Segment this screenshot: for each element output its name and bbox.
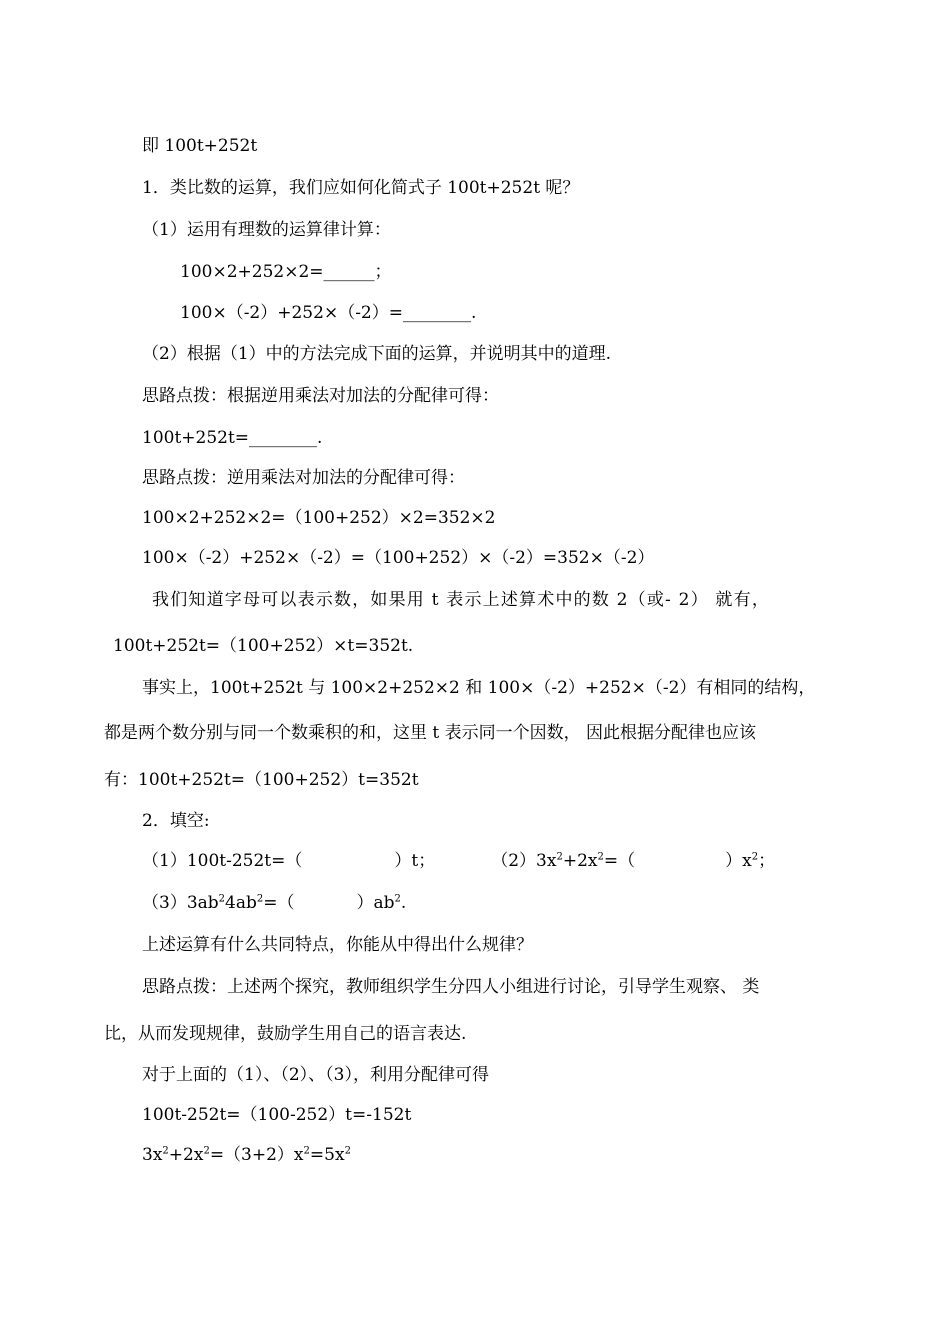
text-fragment: ）x	[725, 851, 752, 871]
text-line: 思路点拨：逆用乘法对加法的分配律可得：	[142, 468, 465, 488]
text-fragment: +2x	[168, 1145, 204, 1165]
text-line: （1）运用有理数的运算律计算：	[142, 220, 391, 240]
exponent: 2	[751, 851, 759, 863]
text-fragment: 3x	[142, 1145, 163, 1165]
text-line: 都是两个数分别与同一个数乘积的和，这里 t 表示同一个因数， 因此根据分配律也应该	[104, 723, 757, 743]
text-line: 上述运算有什么共同特点，你能从中得出什么规律？	[142, 935, 533, 955]
text-line: 即 100t+252t	[142, 136, 258, 156]
text-line: 思路点拨：上述两个探究，教师组织学生分四人小组进行讨论，引导学生观察、 类	[142, 977, 760, 997]
text-line: 100×2+252×2=______；	[180, 262, 392, 282]
exponent: 2	[256, 893, 264, 905]
text-line: 比，从而发现规律，鼓励学生用自己的语言表达.	[104, 1024, 467, 1044]
text-fragment: ）ab	[356, 893, 395, 913]
text-line: 100×2+252×2=（100+252）×2=352×2	[142, 508, 496, 528]
text-line: 有：100t+252t=（100+252）t=352t	[104, 770, 419, 790]
exponent: 2	[218, 893, 226, 905]
text-line: 100t+252t=（100+252）×t=352t.	[113, 636, 414, 656]
text-line: 100×（-2）+252×（-2）=________.	[180, 303, 477, 323]
exponent: 2	[394, 893, 401, 905]
text-line: 对于上面的（1）、（2）、（3），利用分配律可得	[142, 1065, 489, 1085]
exponent: 2	[162, 1145, 169, 1157]
text-fragment: .	[400, 893, 407, 913]
text-line: 我们知道字母可以表示数，如果用 t 表示上述算术中的数 2（或- 2） 就有，	[152, 590, 771, 610]
text-fragment: ；	[758, 851, 776, 871]
text-fragment: （2）3x	[491, 851, 557, 871]
text-fragment: ）t；	[394, 851, 436, 871]
text-line: 事实上，100t+252t 与 100×2+252×2 和 100×（-2）+252×（-2）有相同的结构，	[142, 678, 816, 698]
fill-blank-line-3	[142, 893, 406, 913]
fill-blank-line-1-2	[142, 851, 775, 871]
formula-line	[142, 1145, 351, 1165]
text-line: 100×（-2）+252×（-2）=（100+252）×（-2）=352×（-2）	[142, 548, 655, 568]
text-fragment: 4ab	[225, 893, 257, 913]
exponent: 2	[556, 851, 563, 863]
text-line: 100t-252t=（100-252）t=-152t	[142, 1105, 412, 1125]
text-fragment: =（	[263, 893, 295, 913]
text-fragment: （1）100t-252t=（	[142, 851, 303, 871]
exponent: 2	[303, 1145, 310, 1157]
text-fragment: （3）3ab	[142, 893, 219, 913]
exponent: 2	[203, 1145, 210, 1157]
exponent: 2	[597, 851, 604, 863]
exponent: 2	[344, 1145, 351, 1157]
text-line: 100t+252t=________.	[142, 428, 323, 448]
text-fragment: =（	[603, 851, 636, 871]
text-fragment: +2x	[562, 851, 598, 871]
text-line: 1．类比数的运算，我们应如何化简式子 100t+252t 呢？	[142, 178, 580, 198]
text-fragment: =5x	[309, 1145, 345, 1165]
text-fragment: =（3+2）x	[209, 1145, 304, 1165]
text-line: （2）根据（1）中的方法完成下面的运算，并说明其中的道理.	[142, 344, 612, 364]
text-line: 思路点拨：根据逆用乘法对加法的分配律可得：	[142, 386, 499, 406]
text-line: 2．填空:	[142, 811, 210, 831]
